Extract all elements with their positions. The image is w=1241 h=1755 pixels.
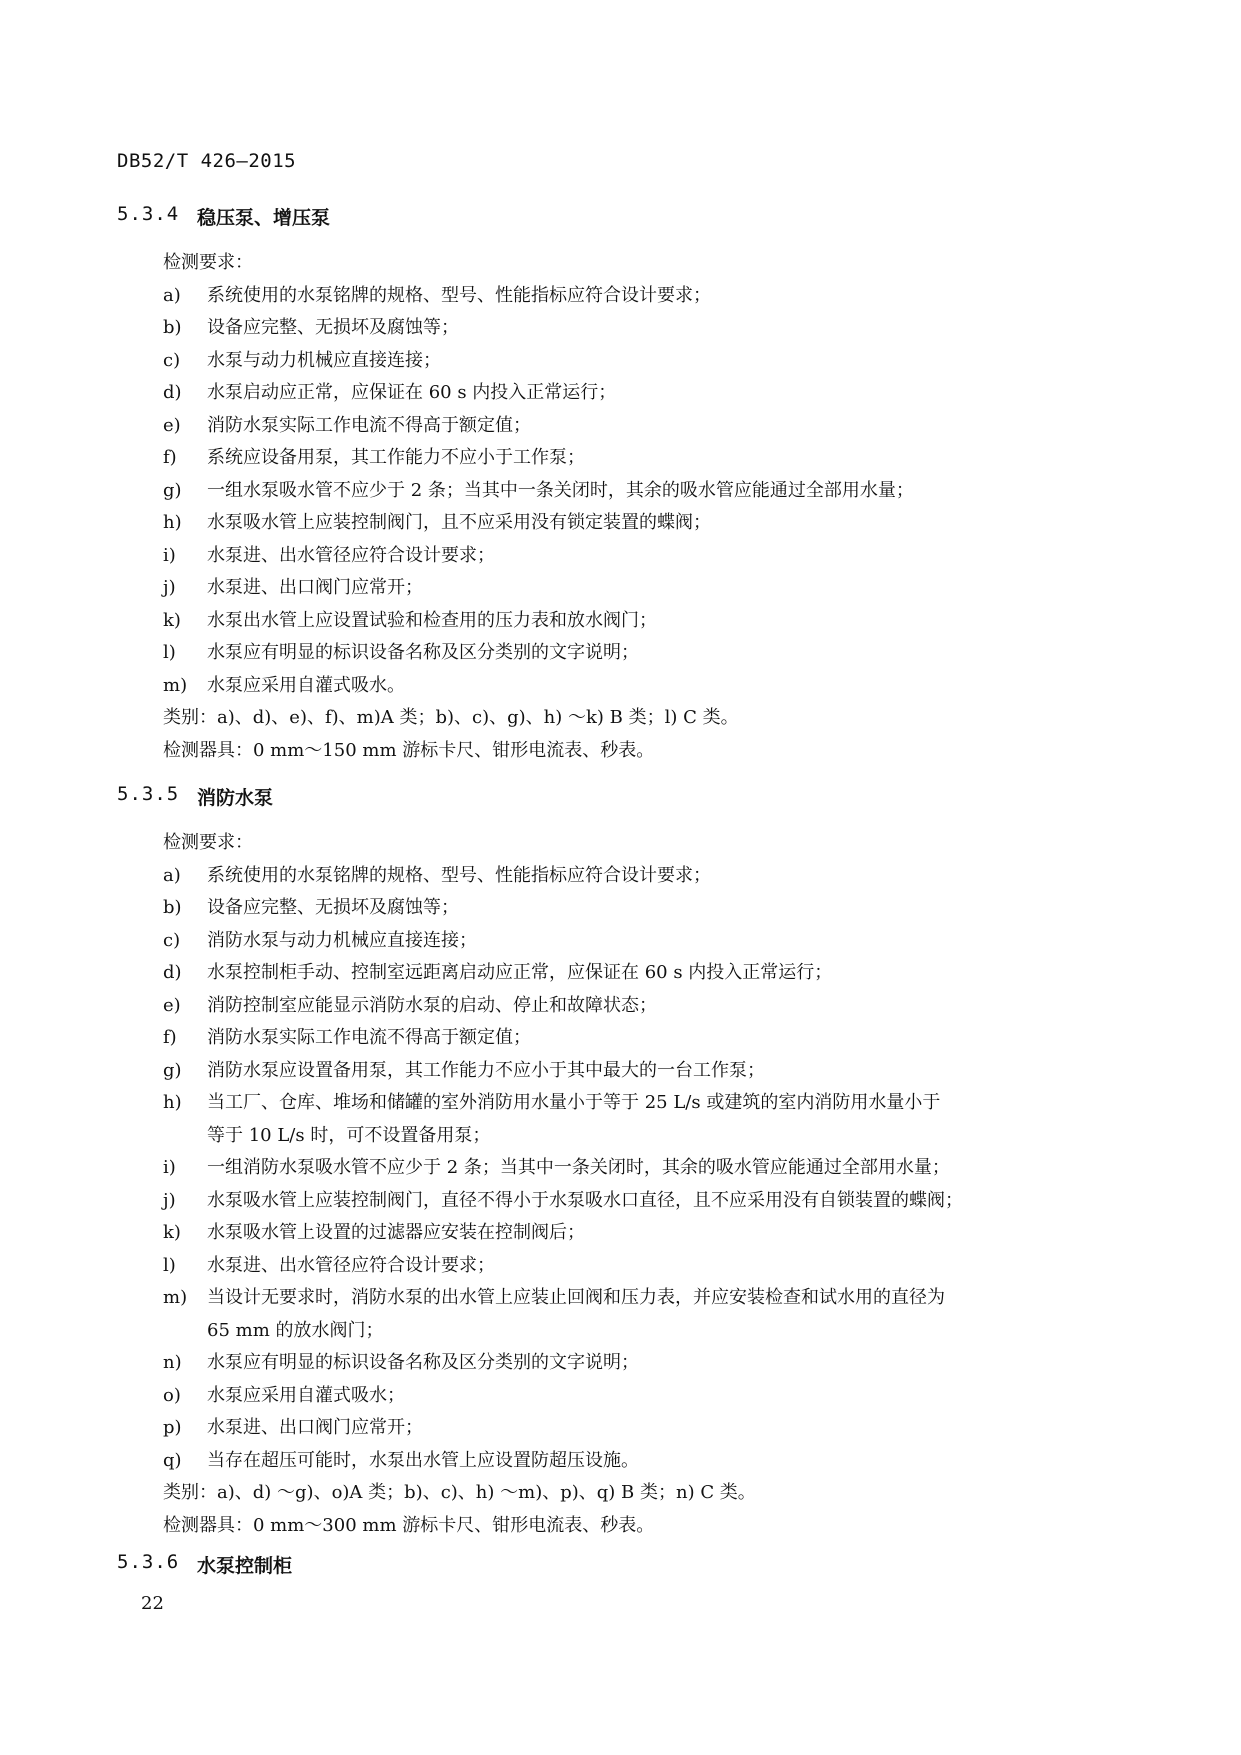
list-item-marker: h) <box>163 1092 182 1113</box>
list-item <box>0 284 1241 317</box>
list-item <box>0 1026 1241 1059</box>
list-item-text: 一组消防水泵吸水管不应少于 2 条；当其中一条关闭时，其余的吸水管应能通过全部用水量； <box>207 1157 950 1178</box>
list-item-text: 水泵进、出口阀门应常开； <box>207 1417 423 1438</box>
list-item-marker: j) <box>163 577 176 598</box>
list-item-text: 水泵与动力机械应直接连接； <box>207 349 441 371</box>
requirements-list <box>0 864 1241 1482</box>
list-item-marker: h) <box>163 512 182 533</box>
list-item-text: 消防水泵实际工作电流不得高于额定值； <box>207 414 531 436</box>
requirements-label-line <box>0 251 1241 284</box>
category-line <box>0 706 1241 739</box>
list-item-text: 一组水泵吸水管不应少于 2 条；当其中一条关闭时，其余的吸水管应能通过全部用水量； <box>207 479 914 501</box>
list-item <box>0 1416 1241 1449</box>
list-item <box>0 1384 1241 1417</box>
list-item <box>0 674 1241 707</box>
list-item-continuation-text: 等于 10 L/s 时，可不设置备用泵； <box>207 1124 491 1146</box>
list-item-marker: j) <box>163 1189 176 1211</box>
list-item-text: 当设计无要求时，消防水泵的出水管上应装止回阀和压力表，并应安装检查和试水用的直径为 <box>207 1287 945 1308</box>
list-item <box>0 381 1241 414</box>
section-heading <box>0 203 1241 237</box>
list-item-text: 消防水泵实际工作电流不得高于额定值； <box>207 1027 531 1048</box>
list-item-continuation <box>0 1319 1241 1352</box>
list-item-marker: b) <box>163 317 182 338</box>
list-item <box>0 446 1241 479</box>
list-item <box>0 1351 1241 1384</box>
list-item-marker: c) <box>163 929 181 951</box>
list-item-text: 水泵出水管上应设置试验和检查用的压力表和放水阀门； <box>207 609 657 631</box>
list-item-text: 系统使用的水泵铭牌的规格、型号、性能指标应符合设计要求； <box>207 284 711 306</box>
list-item-text: 水泵进、出水管径应符合设计要求； <box>207 1254 495 1276</box>
list-item-continuation <box>0 1124 1241 1157</box>
list-item-text: 水泵吸水管上应装控制阀门，且不应采用没有锁定装置的蝶阀； <box>207 512 711 533</box>
list-item-text: 水泵应采用自灌式吸水。 <box>207 674 405 696</box>
list-item-marker: a) <box>163 284 181 306</box>
list-item-marker: l) <box>163 642 176 663</box>
list-item <box>0 1286 1241 1319</box>
list-item <box>0 864 1241 897</box>
list-item <box>0 609 1241 642</box>
list-item <box>0 1059 1241 1092</box>
list-item-text: 水泵应有明显的标识设备名称及区分类别的文字说明； <box>207 1352 639 1373</box>
category-text: 类别：a)、d)、e)、f)、m)A 类；b)、c)、g)、h) ～k) B 类；l) C 类。 <box>163 707 739 728</box>
list-item-marker: i) <box>163 544 176 566</box>
list-item <box>0 929 1241 962</box>
tools-line <box>0 739 1241 772</box>
tools-text: 检测器具：0 mm～300 mm 游标卡尺、钳形电流表、秒表。 <box>163 1514 655 1536</box>
list-item <box>0 641 1241 674</box>
list-item-text: 消防水泵与动力机械应直接连接； <box>207 929 477 951</box>
list-item <box>0 1156 1241 1189</box>
list-item <box>0 1221 1241 1254</box>
requirements-label: 检测要求： <box>163 832 253 853</box>
list-item <box>0 479 1241 512</box>
list-item-marker: g) <box>163 1059 182 1081</box>
list-item-text: 设备应完整、无损坏及腐蚀等； <box>207 897 459 918</box>
list-item <box>0 1449 1241 1482</box>
tools-text: 检测器具：0 mm～150 mm 游标卡尺、钳形电流表、秒表。 <box>163 739 655 761</box>
list-item-marker: e) <box>163 994 181 1016</box>
list-item-text: 水泵进、出口阀门应常开； <box>207 577 423 598</box>
page-number: 22 <box>141 1593 164 1614</box>
list-item-text: 当工厂、仓库、堆场和储罐的室外消防用水量小于等于 25 L/s 或建筑的室内消防用水量小于 <box>207 1092 941 1113</box>
list-item <box>0 994 1241 1027</box>
list-item-text: 消防控制室应能显示消防水泵的启动、停止和故障状态； <box>207 994 657 1016</box>
list-item <box>0 511 1241 544</box>
list-item-marker: p) <box>163 1417 182 1438</box>
list-item-marker: l) <box>163 1254 176 1276</box>
list-item <box>0 1254 1241 1287</box>
requirements-label: 检测要求： <box>163 252 253 273</box>
list-item-marker: b) <box>163 897 182 918</box>
section-5-3-5-body <box>0 831 1241 1546</box>
list-item-marker: k) <box>163 1222 181 1243</box>
list-item <box>0 544 1241 577</box>
list-item-marker: k) <box>163 609 181 631</box>
section-5-3-4 <box>0 203 1241 237</box>
section-heading <box>0 783 1241 817</box>
section-title: 水泵控制柜 <box>197 1555 293 1577</box>
list-item-continuation-text: 65 mm 的放水阀门； <box>207 1319 384 1341</box>
list-item-text: 消防水泵应设置备用泵，其工作能力不应小于其中最大的一台工作泵； <box>207 1059 765 1081</box>
section-title: 消防水泵 <box>197 787 274 809</box>
list-item-marker: q) <box>163 1449 182 1471</box>
list-item-text: 水泵应有明显的标识设备名称及区分类别的文字说明； <box>207 642 639 663</box>
list-item <box>0 576 1241 609</box>
list-item-text: 水泵控制柜手动、控制室远距离启动应正常，应保证在 60 s 内投入正常运行； <box>207 962 833 983</box>
list-item-text: 水泵启动应正常，应保证在 60 s 内投入正常运行； <box>207 382 617 403</box>
list-item-text: 水泵进、出水管径应符合设计要求； <box>207 544 495 566</box>
list-item-marker: o) <box>163 1384 181 1406</box>
requirements-label-line <box>0 831 1241 864</box>
list-item-text: 系统使用的水泵铭牌的规格、型号、性能指标应符合设计要求； <box>207 864 711 886</box>
list-item <box>0 961 1241 994</box>
list-item-marker: m) <box>163 1287 188 1308</box>
list-item-text: 水泵吸水管上设置的过滤器应安装在控制阀后； <box>207 1222 585 1243</box>
document-code: DB52/T 426—2015 <box>117 150 297 172</box>
list-item-marker: e) <box>163 414 181 436</box>
list-item <box>0 316 1241 349</box>
list-item-marker: f) <box>163 447 177 468</box>
category-text: 类别：a)、d) ～g)、o)A 类；b)、c)、h) ～m)、p)、q) B 类；n) C 类。 <box>163 1482 756 1503</box>
list-item <box>0 349 1241 382</box>
list-item-text: 水泵应采用自灌式吸水； <box>207 1384 405 1406</box>
list-item-marker: g) <box>163 479 182 501</box>
category-line <box>0 1481 1241 1514</box>
list-item-text: 设备应完整、无损坏及腐蚀等； <box>207 317 459 338</box>
section-title: 稳压泵、增压泵 <box>197 207 331 229</box>
list-item-marker: a) <box>163 864 181 886</box>
requirements-list <box>0 284 1241 707</box>
list-item <box>0 414 1241 447</box>
section-number: 5.3.4 <box>117 203 180 225</box>
list-item-marker: d) <box>163 382 182 403</box>
section-5-3-4-body <box>0 251 1241 771</box>
list-item <box>0 1189 1241 1222</box>
section-number: 5.3.6 <box>117 1551 180 1573</box>
list-item-marker: n) <box>163 1352 182 1373</box>
list-item-marker: f) <box>163 1027 177 1048</box>
list-item-text: 水泵吸水管上应装控制阀门，直径不得小于水泵吸水口直径，且不应采用没有自锁装置的蝶阀； <box>207 1189 963 1211</box>
list-item-text: 当存在超压可能时，水泵出水管上应设置防超压设施。 <box>207 1449 639 1471</box>
list-item-marker: m) <box>163 674 188 696</box>
section-5-3-6 <box>0 1551 1241 1585</box>
list-item <box>0 896 1241 929</box>
list-item <box>0 1091 1241 1124</box>
section-number: 5.3.5 <box>117 783 180 805</box>
section-heading <box>0 1551 1241 1585</box>
list-item-marker: c) <box>163 349 181 371</box>
list-item-marker: d) <box>163 962 182 983</box>
list-item-text: 系统应设备用泵，其工作能力不应小于工作泵； <box>207 447 585 468</box>
section-5-3-5 <box>0 783 1241 817</box>
tools-line <box>0 1514 1241 1547</box>
list-item-marker: i) <box>163 1157 176 1178</box>
